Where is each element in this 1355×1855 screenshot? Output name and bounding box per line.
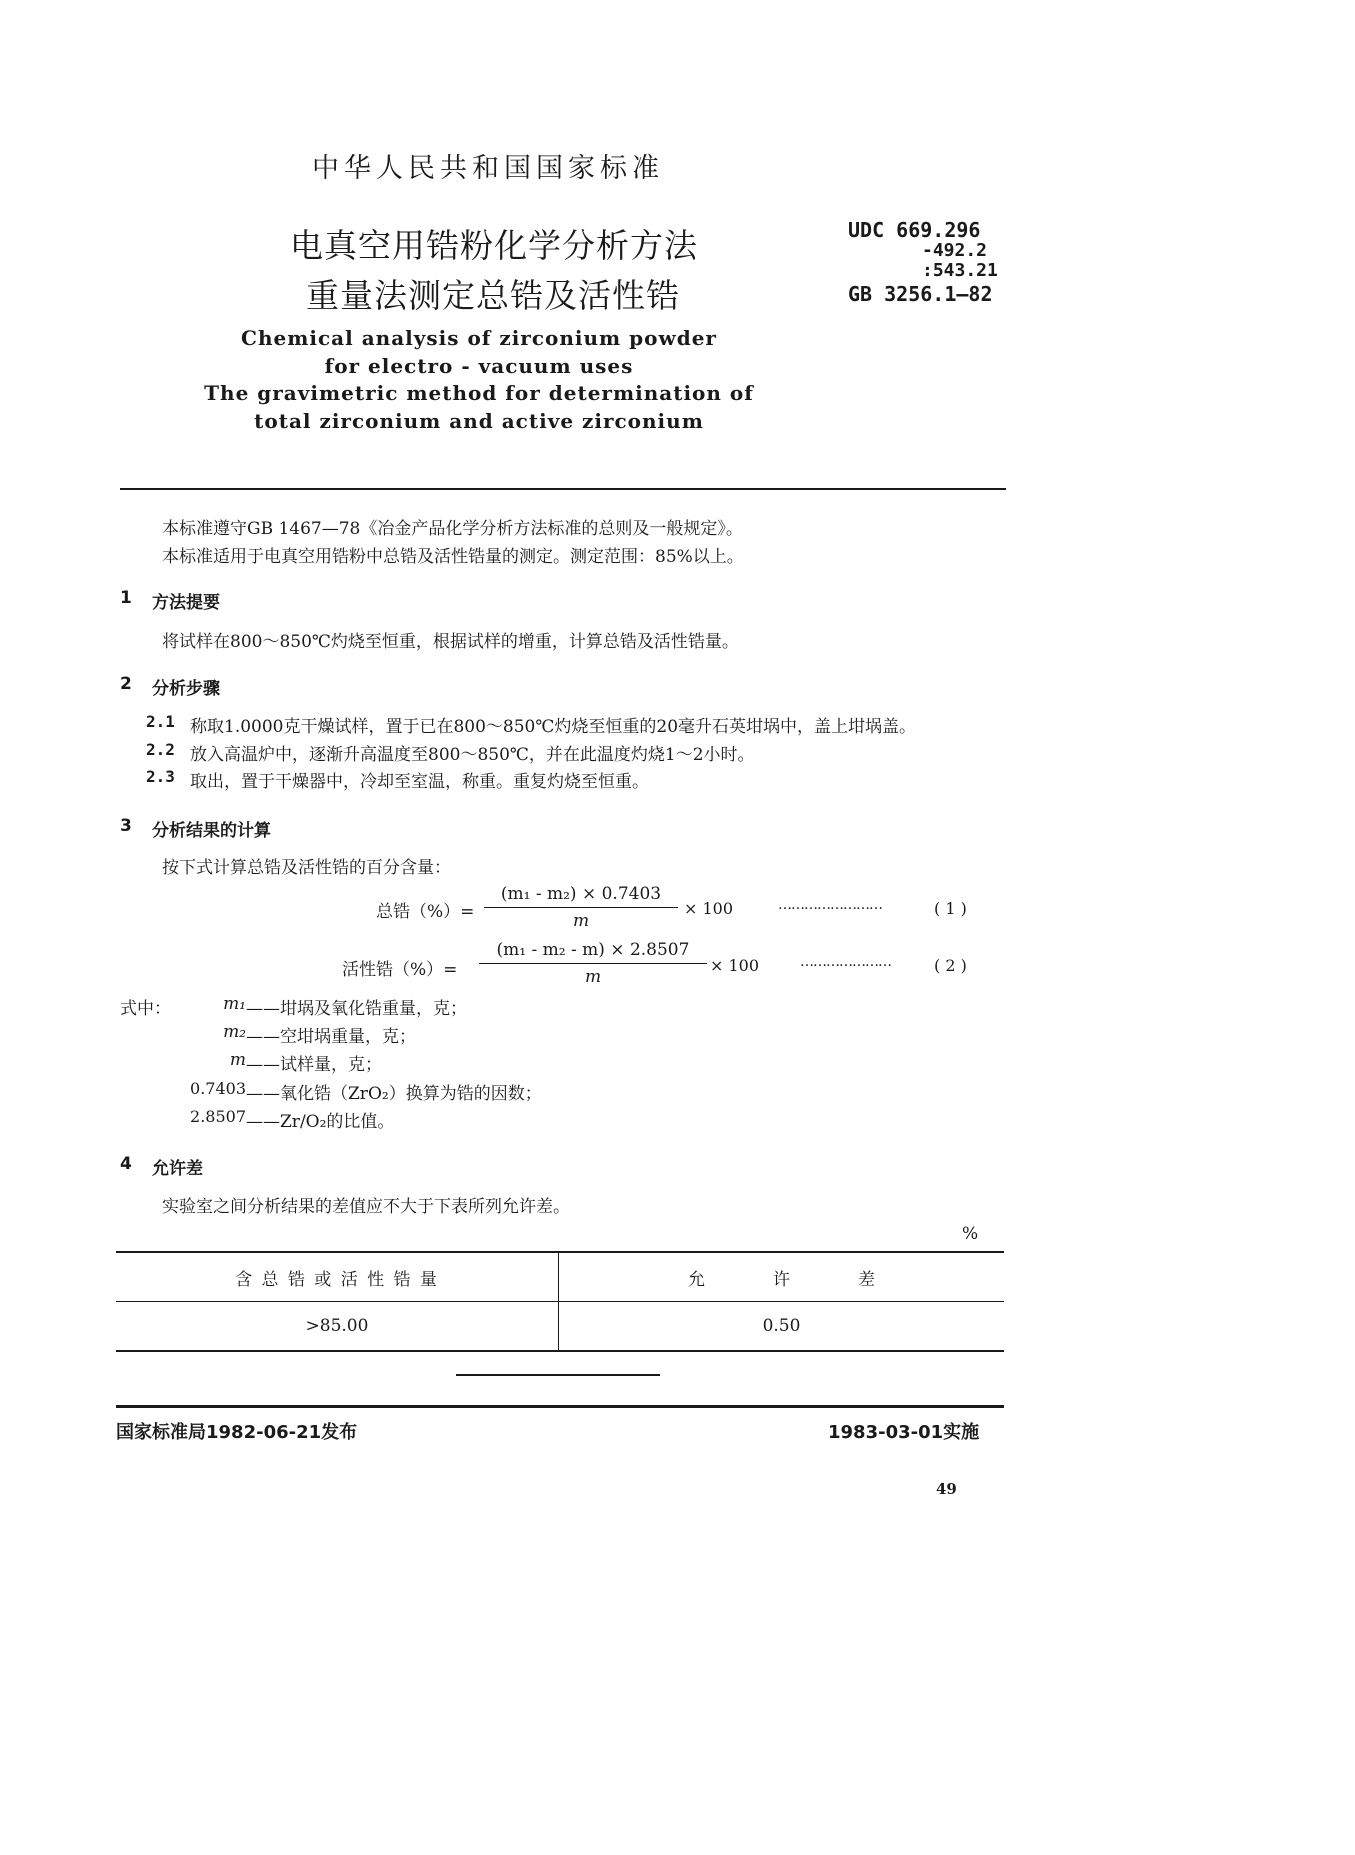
udc-line3: :543.21 <box>922 260 998 281</box>
intro-paragraph-1: 本标准遵守GB 1467—78《冶金产品化学分析方法标准的总则及一般规定》。 <box>162 519 743 539</box>
eq2-number: ( 2 ) <box>934 956 967 975</box>
gb-number: GB 3256.1—82 <box>848 282 993 306</box>
step-number: 2.3 <box>146 767 175 786</box>
definition-text: ——Zr/O₂的比值。 <box>246 1112 395 1132</box>
eq2-numerator: (m₁ - m₂ - m) × 2.8507 <box>479 940 707 964</box>
definition-symbol: 2.8507 <box>190 1107 246 1126</box>
step-text: 放入高温炉中，逐渐升高温度至800～850℃，并在此温度灼烧1～2小时。 <box>190 745 755 765</box>
udc-line2: -492.2 <box>922 240 988 261</box>
section-1-title: 方法提要 <box>152 593 220 613</box>
page-number: 49 <box>936 1480 957 1498</box>
table-unit: % <box>962 1224 979 1244</box>
issued-date: 国家标准局1982-06-21发布 <box>116 1422 358 1443</box>
section-2-title: 分析步骤 <box>152 679 220 699</box>
definition-symbol: 0.7403 <box>190 1079 246 1098</box>
step-text: 称取1.0000克干燥试样，置于已在800～850℃灼烧至恒重的20毫升石英坩埚中，盖上坩埚盖。 <box>190 717 917 737</box>
eq1-numerator: (m₁ - m₂) × 0.7403 <box>484 884 678 908</box>
header-divider <box>120 488 1006 490</box>
step-text: 取出，置于干燥器中，冷却至室温，称重。重复灼烧至恒重。 <box>190 772 649 792</box>
table-header-row <box>116 1252 1004 1302</box>
section-3-number: 3 <box>120 816 132 836</box>
title-en-line1: Chemical analysis of zirconium powder <box>241 326 717 350</box>
eq1-lhs: 总锆（%）= <box>376 902 475 922</box>
eq1-number: ( 1 ) <box>934 899 967 918</box>
table-cell: >85.00 <box>116 1302 559 1352</box>
title-en-line4: total zirconium and active zirconium <box>254 409 704 433</box>
tolerance-table <box>116 1251 1004 1352</box>
eq2-lhs: 活性锆（%）= <box>342 960 458 980</box>
end-rule <box>456 1374 660 1376</box>
section-3-title: 分析结果的计算 <box>152 821 271 841</box>
definition-text: ——坩埚及氧化锆重量，克； <box>246 999 467 1019</box>
title-en-line2: for electro - vacuum uses <box>324 354 634 378</box>
title-zh-line1: 电真空用锆粉化学分析方法 <box>290 226 698 265</box>
table-cell: 0.50 <box>762 1316 801 1336</box>
eq1-times: × 100 <box>684 899 734 918</box>
section-3-intro: 按下式计算总锆及活性锆的百分含量： <box>162 858 451 878</box>
definition-text: ——试样量，克； <box>246 1055 382 1075</box>
definition-symbol: m₁ <box>223 994 246 1014</box>
section-4-text: 实验室之间分析结果的差值应不大于下表所列允许差。 <box>162 1197 570 1217</box>
definition-text: ——氧化锆（ZrO₂）换算为锆的因数； <box>246 1084 542 1104</box>
table-header-cell: 含 总 锆 或 活 性 锆 量 <box>116 1252 559 1302</box>
eq1-fraction <box>484 884 678 931</box>
where-label: 式中： <box>120 999 171 1019</box>
eq2-leader-dots: ………………… <box>800 954 891 970</box>
national-standard-heading: 中华人民共和国国家标准 <box>312 153 664 184</box>
eq2-fraction <box>479 940 707 987</box>
footer-divider <box>116 1405 1004 1408</box>
section-4-number: 4 <box>120 1154 132 1174</box>
section-1-text: 将试样在800～850℃灼烧至恒重，根据试样的增重，计算总锆及活性锆量。 <box>162 632 739 652</box>
intro-paragraph-2: 本标准适用于电真空用锆粉中总锆及活性锆量的测定。测定范围：85%以上。 <box>162 547 744 567</box>
definition-symbol: m <box>229 1050 246 1070</box>
table-row <box>116 1302 1004 1352</box>
eq1-denominator: m <box>572 911 590 931</box>
title-zh-line2: 重量法测定总锆及活性锆 <box>306 276 680 315</box>
eq1-leader-dots: …………………… <box>778 897 882 913</box>
section-1-number: 1 <box>120 588 132 608</box>
title-en-line3: The gravimetric method for determination of <box>204 381 754 405</box>
definition-symbol: m₂ <box>223 1022 246 1042</box>
definition-text: ——空坩埚重量，克； <box>246 1027 416 1047</box>
udc-line1: UDC 669.296 <box>848 218 981 242</box>
section-4-title: 允许差 <box>152 1159 203 1179</box>
implemented-date: 1983-03-01实施 <box>828 1422 980 1443</box>
eq2-times: × 100 <box>710 956 760 975</box>
table-header-cell: 允 许 差 <box>559 1252 1005 1302</box>
step-number: 2.1 <box>146 712 175 731</box>
step-number: 2.2 <box>146 740 175 759</box>
eq2-denominator: m <box>584 967 602 987</box>
section-2-number: 2 <box>120 674 132 694</box>
